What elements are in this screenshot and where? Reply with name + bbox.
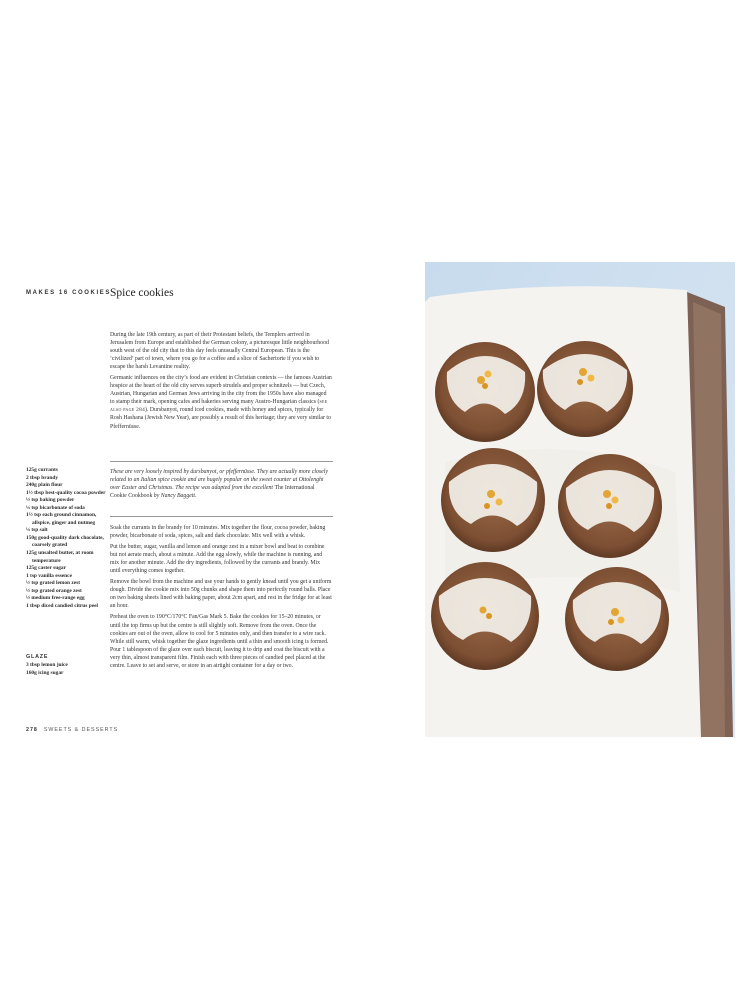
yield-label: MAKES 16 COOKIES bbox=[26, 290, 111, 296]
ingredient-item: 125g currants bbox=[26, 467, 58, 473]
page-number: 278 bbox=[26, 727, 38, 733]
ingredient-item: 1½ tbsp best-quality cocoa powder bbox=[26, 489, 106, 496]
ingredient-item: ¼ tsp bicarbonate of soda bbox=[26, 504, 85, 511]
method-step: Preheat the oven to 190°C/170°C Fan/Gas Mark 5. Bake the cookies for 15–20 minutes, or until the top firms up but the centre is still slightly soft. Remove from the oven. Once the cookies are out of the oven, allow to cool for 5 minutes only, and then transfer to a wire rack. While still warm, whisk together the glaze ingredients until a thin and smooth icing is formed. Pour 1 tablespoon of the glaze over each biscuit, leaving it to drip and coat the biscuit with a very thin, almost transparent film. Finish each with three pieces of candied peel placed at the centre. Leave to set and serve, or store in an airtight container for a day or two. bbox=[110, 614, 329, 669]
note-text-a: These are very loosely inspired by dursbanyot, or pfeffernüsse. They are actually more closely related to an Italian spice cookie and are hugely popular on the sweet counter at Ottolenghi over Easter and Christmas. The recipe was adapted from the excellent bbox=[110, 469, 328, 492]
page-footer bbox=[26, 727, 118, 733]
intro-paragraph-1: During the late 19th century, as part of their Protestant beliefs, the Templers arrived in Jerusalem from Europe and established the German colony, a picturesque little neighbourhood south west of the old city that to this day feels unusually Central European. This is the ‘civilized’ part of town, where you go for a coffee and a slice of Sachertorte if you wish to escape the harsh Levantine reality. bbox=[110, 332, 329, 371]
method-step: Remove the bowl from the machine and use your hands to gently knead until you get a uniform dough. Divide the cookie mix into 50g chunks and shape them into perfectly round balls. Place on two baking sheets lined with baking paper, about 2cm apart, and rest in the fridge for at least an hour. bbox=[110, 579, 332, 610]
divider-bottom bbox=[110, 516, 333, 517]
method-step: Put the butter, sugar, vanilla and lemon and orange zest in a mixer bowl and beat to combine but not aerate much, about a minute. Add the egg slowly, while the machine is running, and mix for another minute. Add the dry ingredients, followed by the currants and brandy. Mix until everything comes together. bbox=[110, 544, 325, 575]
intro-text bbox=[110, 331, 332, 434]
cookie-tray-photo bbox=[425, 262, 735, 737]
cookie bbox=[558, 454, 662, 558]
ingredient-item: ¼ tsp salt bbox=[26, 527, 48, 534]
recipe-note bbox=[110, 468, 332, 500]
ingredient-item: ½ tsp baking powder bbox=[26, 497, 75, 504]
ingredient-item: 1 tbsp diced candied citrus peel bbox=[26, 602, 99, 609]
cookie bbox=[441, 448, 545, 552]
page-reference: see also page 284 bbox=[110, 399, 328, 414]
recipe-title: Spice cookies bbox=[110, 287, 174, 299]
glaze-ingredient-item: 160g icing sugar bbox=[26, 669, 64, 676]
method-step: Soak the currants in the brandy for 10 minutes. Mix together the flour, cocoa powder, baking powder, bicarbonate of soda, spices, salt and dark chocolate. Mix well with a whisk. bbox=[110, 525, 326, 540]
note-text-b: by Nancy Baggett. bbox=[152, 493, 197, 500]
cookie bbox=[435, 342, 535, 442]
section-name: SWEETS & DESSERTS bbox=[43, 727, 119, 733]
note-book-title: The International Cookie Cookbook bbox=[110, 485, 315, 500]
glaze-heading: GLAZE bbox=[26, 654, 49, 660]
method-steps bbox=[110, 524, 332, 673]
ingredient-item: 125g caster sugar bbox=[26, 565, 67, 572]
ingredient-list bbox=[26, 467, 110, 610]
ingredient-item: ½ medium free-range egg bbox=[26, 595, 85, 602]
ingredient-item: 125g unsalted butter, at room temperature bbox=[26, 550, 94, 564]
divider-top bbox=[110, 461, 333, 462]
cookie bbox=[537, 341, 633, 437]
cookie bbox=[431, 562, 539, 670]
ingredient-item: 240g plain flour bbox=[26, 482, 63, 489]
ingredient-item: ½ tsp grated orange zest bbox=[26, 587, 82, 594]
glaze-ingredient-list bbox=[26, 662, 110, 677]
ingredient-item: 1½ tsp each ground cinnamon, allspice, ginger and nutmeg bbox=[26, 512, 97, 526]
glaze-ingredient-item: 3 tbsp lemon juice bbox=[26, 662, 68, 668]
intro-paragraph-2-text-a: Germanic influences on the city’s food are evident in Christian contexts — the famous Austrian hospice at the heart of the old city serves superb strudels and proper schnitzels — but Czech, Austrian, Hungarian and German Jews arriving in the city from the 1950s have also managed to stamp their mark, opening cafes and bakeries serving many Austro-Hungarian classics ( bbox=[110, 375, 332, 406]
ingredient-item: 2 tbsp brandy bbox=[26, 474, 59, 481]
ingredient-item: 150g good-quality dark chocolate, coarsely grated bbox=[26, 534, 104, 549]
ingredient-item: ½ tsp grated lemon zest bbox=[26, 580, 81, 587]
intro-paragraph-2 bbox=[110, 374, 332, 430]
intro-paragraph-2-text-b: ). Dursbanyot, round iced cookies, made with honey and spices, typically for Rosh Hashana (Jewish New Year), are possibly a result of this heritage; they are very similar to Pfeffernüsse. bbox=[110, 407, 331, 430]
cookie bbox=[565, 567, 669, 671]
ingredient-item: 1 tsp vanilla essence bbox=[26, 572, 72, 579]
